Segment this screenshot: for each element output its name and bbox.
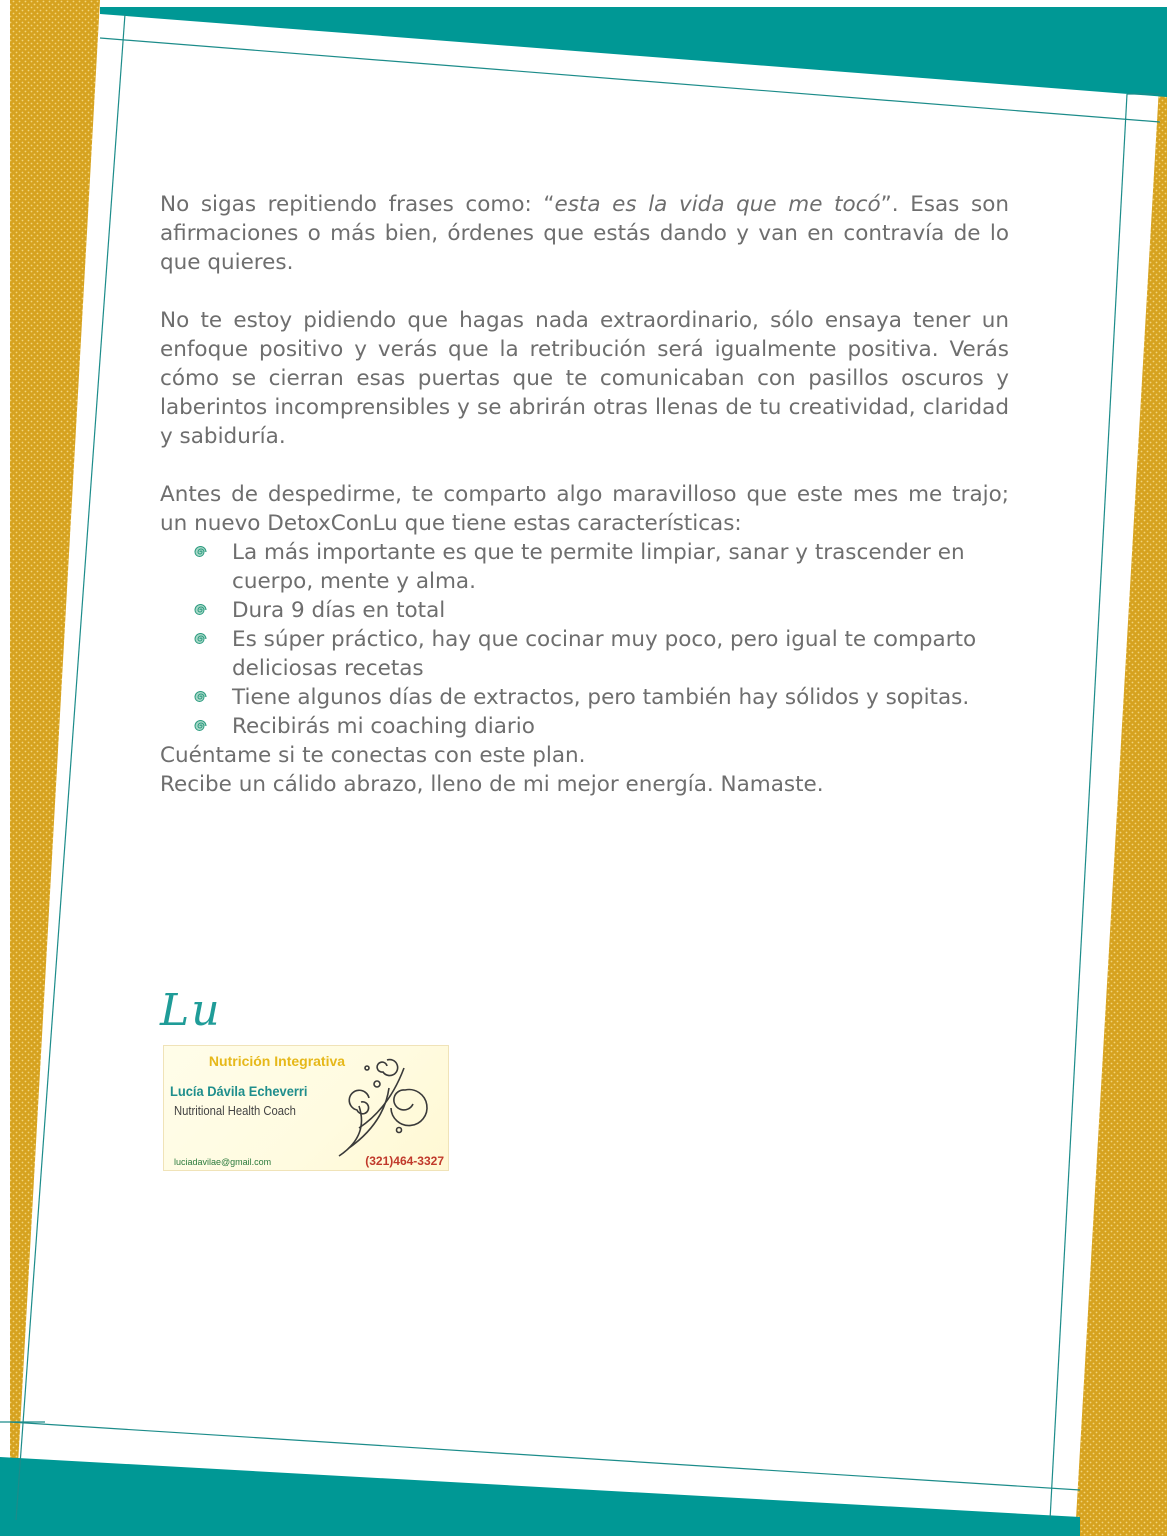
spiral-bullet-icon: [194, 603, 208, 617]
spiral-bullet-icon: [194, 690, 208, 704]
business-card: [163, 1045, 449, 1171]
card-role: Nutritional Health Coach: [174, 1104, 296, 1118]
feature-list: [160, 538, 1009, 741]
spiral-bullet-icon: [194, 545, 208, 559]
card-phone: (321)464-3327: [365, 1154, 444, 1168]
left-gold-stripe: [10, 0, 100, 1536]
list-item: Recibirás mi coaching diario: [232, 712, 1009, 741]
paragraph-1: No sigas repitiendo frases como: “esta es la vida que me tocó”. Esas son afirmaciones o más bien, órdenes que estás dando y van en contravía de lo que quieres.: [160, 192, 1009, 275]
list-item: Dura 9 días en total: [232, 596, 1009, 625]
bottom-teal-band: [0, 1457, 1080, 1536]
list-item: La más importante es que te permite limpiar, sanar y trascender en cuerpo, mente y alma.: [232, 538, 1009, 596]
card-name: Lucía Dávila Echeverri: [170, 1083, 308, 1099]
card-title: Nutrición Integrativa: [208, 1053, 346, 1069]
closing-line: Recibe un cálido abrazo, lleno de mi mejor energía. Namaste.: [160, 772, 824, 797]
swirl-ornament-icon: [329, 1048, 444, 1158]
letter-body: [160, 190, 1009, 799]
signature: Lu: [160, 985, 222, 1036]
paragraph-3: Antes de despedirme, te comparto algo maravilloso que este mes me trajo; un nuevo DetoxConLu que tiene estas características:: [160, 482, 1009, 536]
spiral-bullet-icon: [194, 719, 208, 733]
quoted-phrase: esta es la vida que me tocó: [554, 192, 881, 217]
card-email: luciadavilae@gmail.com: [174, 1157, 272, 1167]
top-teal-band: [100, 7, 1167, 97]
spiral-bullet-icon: [194, 632, 208, 646]
paragraph-4: Cuéntame si te conectas con este plan.: [160, 743, 586, 768]
paragraph-2: No te estoy pidiendo que hagas nada extraordinario, sólo ensaya tener un enfoque positivo y verás que la retribución será igualmente positiva. Verás cómo se cierran esas puertas que te comunicaban con pasillos oscuros y laberintos incomprensibles y se abrirán otras llenas de tu creatividad, claridad y sabiduría.: [160, 308, 1009, 449]
list-item: Tiene algunos días de extractos, pero también hay sólidos y sopitas.: [232, 683, 1009, 712]
list-item: Es súper práctico, hay que cocinar muy poco, pero igual te comparto deliciosas recetas: [232, 625, 1009, 683]
